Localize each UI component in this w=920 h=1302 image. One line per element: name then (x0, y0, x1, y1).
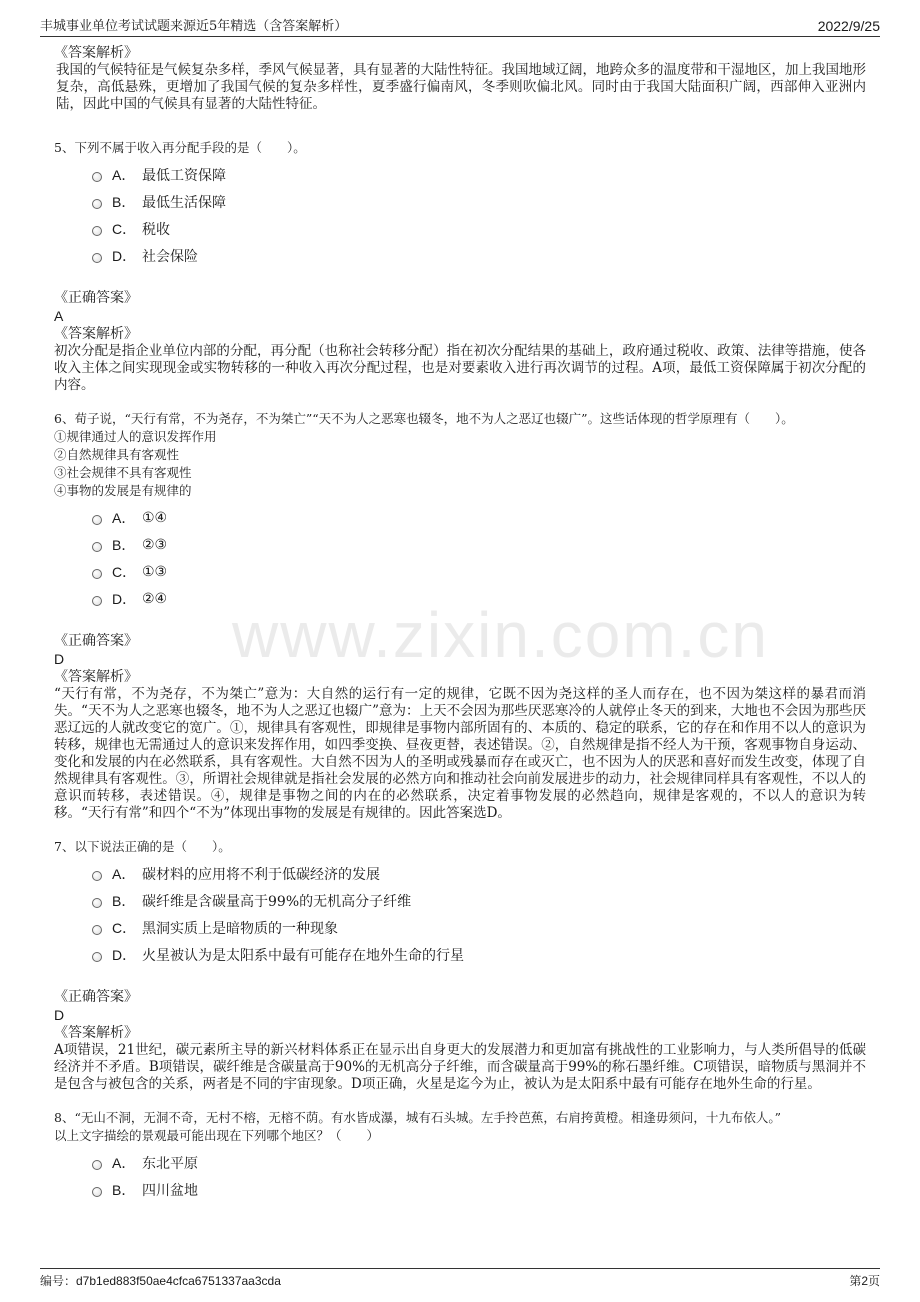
q6-statement: ④事物的发展是有规律的 (54, 483, 192, 498)
radio-icon[interactable] (92, 172, 102, 182)
q5-options (92, 161, 866, 269)
option-key: D． (112, 247, 137, 264)
q6-option-d[interactable] (92, 585, 866, 612)
radio-icon[interactable] (92, 569, 102, 579)
option-text: 碳材料的应用将不利于低碳经济的发展 (142, 866, 380, 883)
radio-icon[interactable] (92, 898, 102, 908)
watermark: www.zixin.com.cn (232, 599, 769, 671)
q5-option-c[interactable] (92, 215, 866, 242)
page-content (54, 44, 866, 1203)
radio-icon[interactable] (92, 542, 102, 552)
q7-options (92, 860, 866, 968)
analysis-text: 我国的气候特征是气候复杂多样，季风气候显著，具有显著的大陆性特征。我国地域辽阔，地跨众多的温度带和干湿地区，加上我国地形复杂，高低悬殊，更增加了我国气候的复杂多样性，夏季盛行偏南风，冬季则吹偏北风。同时由于我国大陆面积广阔，西部伸入亚洲内陆，因此中国的气候具有显著的大陆性特征。 (56, 62, 866, 112)
option-key: D． (112, 590, 137, 607)
option-text: 四川盆地 (142, 1182, 198, 1199)
option-text: 火星被认为是太阳系中最有可能存在地外生命的行星 (142, 947, 464, 964)
q5-option-a[interactable] (92, 161, 866, 188)
radio-icon[interactable] (92, 253, 102, 263)
option-text: ①④ (142, 509, 168, 526)
q8-options (92, 1149, 866, 1203)
document-code: 编号：d7b1ed883f50ae4cfca6751337aa3cda (40, 1274, 281, 1288)
q7-option-b[interactable] (92, 887, 866, 914)
q6-option-b[interactable] (92, 531, 866, 558)
analysis-label: 《答案解析》 (54, 45, 138, 61)
q6-statement: ②自然规律具有客观性 (54, 447, 180, 462)
option-key: B． (112, 892, 136, 909)
question-6: 6、荀子说，“天行有常，不为尧存，不为桀亡”“天不为人之恶寒也辍冬，地不为人之恶辽也辍广”。这些话体现的哲学原理有（ ）。 (54, 411, 794, 426)
page-header (40, 10, 880, 37)
q6-statement: ①规律通过人的意识发挥作用 (54, 429, 217, 444)
q6-options (92, 504, 866, 612)
option-key: C． (112, 220, 137, 237)
radio-icon[interactable] (92, 199, 102, 209)
answer-label: 《正确答案》 (54, 989, 138, 1005)
option-key: A． (112, 166, 136, 183)
q6-option-a[interactable] (92, 504, 866, 531)
answer-label: 《正确答案》 (54, 290, 138, 306)
q7-option-a[interactable] (92, 860, 866, 887)
question-7: 7、以下说法正确的是（ ）。 (54, 839, 231, 854)
option-text: 最低生活保障 (142, 194, 226, 211)
radio-icon[interactable] (92, 871, 102, 881)
option-text: ①③ (142, 563, 168, 580)
radio-icon[interactable] (92, 925, 102, 935)
option-text: 税收 (142, 221, 170, 238)
q8-option-a[interactable] (92, 1149, 866, 1176)
analysis-text: A项错误，21世纪，碳元素所主导的新兴材料体系正在显示出自身更大的发展潜力和更加富有挑战性的工业影响力，与人类所倡导的低碳经济并不矛盾。B项错误，碳纤维是含碳量高于90%的无机高分子纤维，而含碳量高于99%的称石墨纤维。C项错误，暗物质与黑洞并不是包含与被包含的关系，两者是不同的宇宙现象。D项正确，火星是迄今为止，被认为是太阳系中最有可能存在地外生命的行星。 (54, 1042, 866, 1092)
q5-option-b[interactable] (92, 188, 866, 215)
q8-option-b[interactable] (92, 1176, 866, 1203)
analysis-label: 《答案解析》 (54, 669, 138, 685)
radio-icon[interactable] (92, 952, 102, 962)
answer-value: D (54, 1007, 65, 1023)
q7-option-d[interactable] (92, 941, 866, 968)
option-text: 碳纤维是含碳量高于99%的无机高分子纤维 (142, 893, 412, 910)
option-text: ②④ (142, 590, 168, 607)
option-key: B． (112, 1181, 136, 1198)
question-8-prompt: 以上文字描绘的景观最可能出现在下列哪个地区？（ ） (54, 1128, 380, 1143)
option-key: B． (112, 536, 136, 553)
page-number: 第2页 (849, 1274, 880, 1288)
option-key: C． (112, 919, 137, 936)
q6-statement: ③社会规律不具有客观性 (54, 465, 192, 480)
radio-icon[interactable] (92, 226, 102, 236)
header-date: 2022/9/25 (817, 18, 880, 34)
radio-icon[interactable] (92, 1160, 102, 1170)
question-5: 5、下列不属于收入再分配手段的是（ ）。 (54, 140, 306, 155)
option-key: A． (112, 1154, 136, 1171)
analysis-text: “天行有常，不为尧存，不为桀亡”意为：大自然的运行有一定的规律，它既不因为尧这样的圣人而存在，也不因为桀这样的暴君而消失。“天不为人之恶寒也辍冬，地不为人之恶辽也辍广”意为：上天不会因为那些厌恶寒冷的人就停止冬天的到来，大地也不会因为那些厌恶辽远的人就改变它的宽广。①，规律具有客观性，即规律是事物内部所固有的、本质的、稳定的联系，它的存在和作用不以人的意识为转移，规律也无需通过人的意识来发挥作用，如四季变换、昼夜更替，表述错误。②，自然规律是指不经人为干预，客观事物自身运动、变化和发展的内在必然联系，具有客观性。大自然不因为人的圣明或残暴而存在或灭亡，也不因为人的厌恶和喜好而发生改变，体现了自然规律具有客观性。③，所谓社会规律就是指社会发展的必然方向和推动社会向前发展进步的动力，社会规律同样具有客观性，不以人的意识而转移，表述错误。④，规律是事物之间的内在的必然联系，决定着事物发展的必然趋向，规律是客观的，不以人的意识为转移。“天行有常”和四个“不为”体现出事物的发展是有规律的。因此答案选D。 (54, 686, 866, 821)
option-text: 最低工资保障 (142, 167, 226, 184)
q7-option-c[interactable] (92, 914, 866, 941)
analysis-label: 《答案解析》 (54, 326, 138, 342)
answer-value: D (54, 651, 65, 667)
option-key: B． (112, 193, 136, 210)
option-text: 黑洞实质上是暗物质的一种现象 (142, 920, 338, 937)
answer-value: A (54, 308, 64, 324)
answer-label: 《正确答案》 (54, 633, 138, 649)
option-text: ②③ (142, 536, 168, 553)
radio-icon[interactable] (92, 1187, 102, 1197)
analysis-text: 初次分配是指企业单位内部的分配，再分配（也称社会转移分配）指在初次分配结果的基础上，政府通过税收、政策、法律等措施，使各收入主体之间实现现金或实物转移的一种收入再次分配过程，也是对要素收入进行再次调节的过程。A项，最低工资保障属于初次分配的内容。 (54, 343, 866, 393)
option-key: A． (112, 865, 136, 882)
analysis-label: 《答案解析》 (54, 1025, 138, 1041)
option-text: 东北平原 (142, 1155, 198, 1172)
header-title: 丰城事业单位考试试题来源近5年精选（含答案解析） (40, 19, 348, 34)
option-key: A． (112, 509, 136, 526)
radio-icon[interactable] (92, 515, 102, 525)
option-text: 社会保险 (142, 248, 198, 265)
option-key: D． (112, 946, 137, 963)
q6-option-c[interactable] (92, 558, 866, 585)
option-key: C． (112, 563, 137, 580)
radio-icon[interactable] (92, 596, 102, 606)
question-8: 8、“无山不洞，无洞不奇，无村不榕，无榕不荫。有水皆成瀑，城有石头城。左手拎芭蕉，右肩挎黄橙。相逢毋须问，十九布依人。” (54, 1110, 781, 1125)
page-footer (40, 1268, 880, 1296)
q5-option-d[interactable] (92, 242, 866, 269)
